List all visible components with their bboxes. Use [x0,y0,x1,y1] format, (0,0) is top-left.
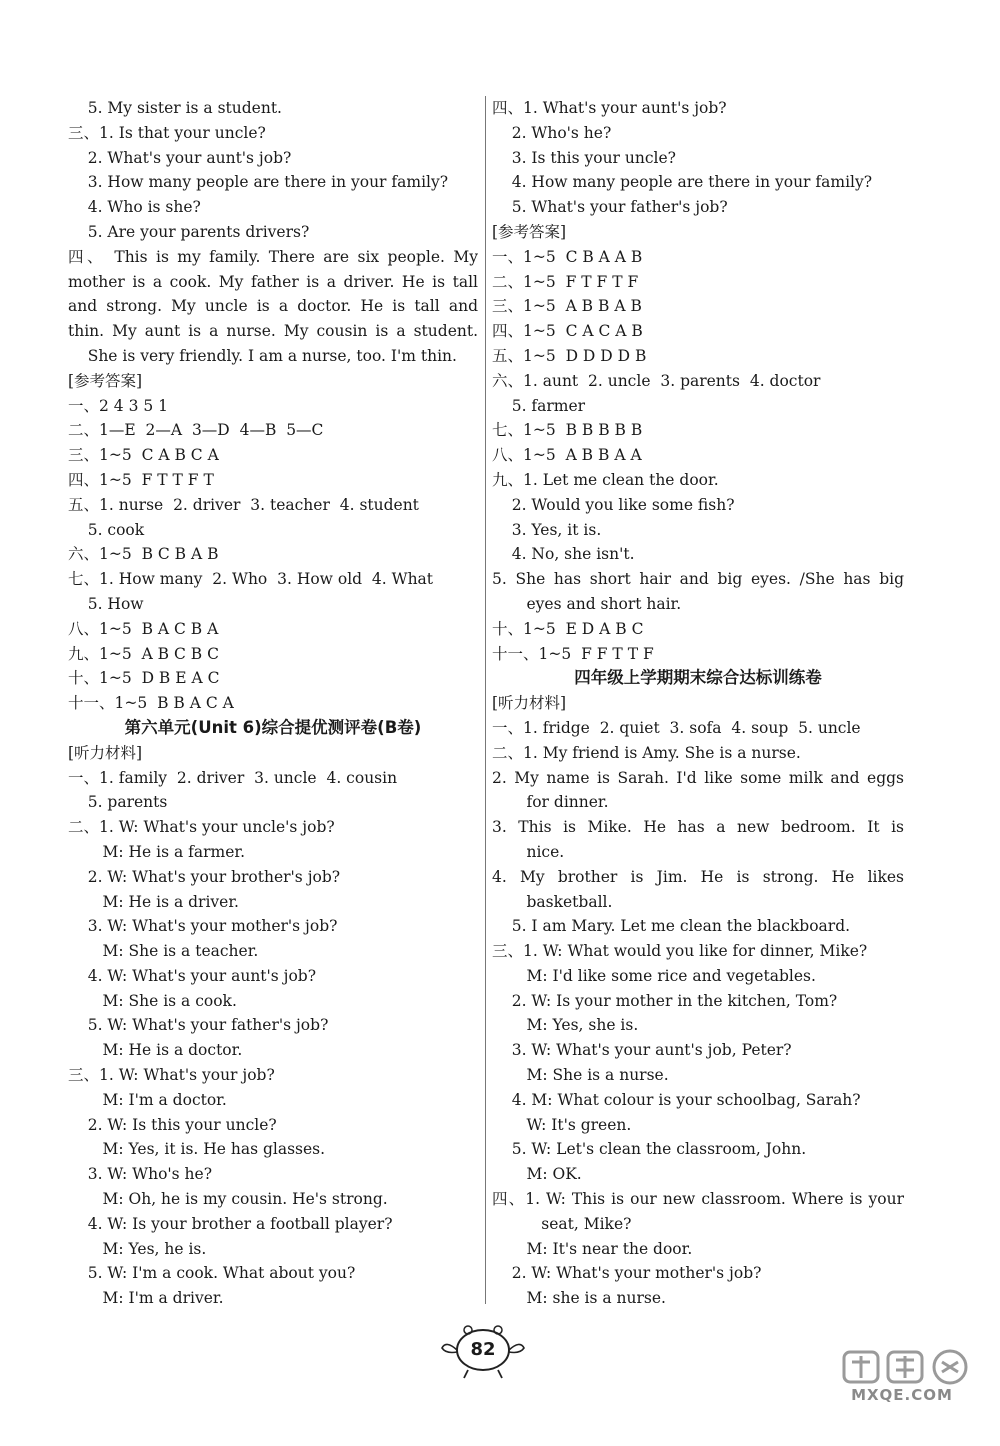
right-text-line: 二、1. My friend is Amy. She is a nurse. [492,743,801,762]
left-text-line: 一、1. family 2. driver 3. uncle 4. cousin [68,768,398,787]
right-text-line: 四、1. What's your aunt's job? [492,99,727,117]
right-text-line: M: It's near the door. [492,1239,693,1258]
left-text-line: 二、1—E 2—A 3—D 4—B 5—C [68,421,324,440]
right-text-line: seat, Mike? [492,1214,632,1233]
right-text-line: 2. W: What's your mother's job? [492,1264,762,1283]
right-text-line: 四、1~5 C A C A B [492,322,643,341]
left-text-line: 十一、1~5 B B A C A [68,694,234,713]
left-text-line: 5. W: What's your father's job? [68,1016,329,1035]
left-column [68,96,478,1311]
right-text-line: 四、1. W: This is our new classroom. Where is your [492,1190,904,1209]
left-text-line: [参考答案] [68,371,143,390]
right-text-line: eyes and short hair. [492,594,682,613]
left-section-title: 第六单元(Unit 6)综合提优测评卷(B卷) [124,717,422,737]
right-text-line: 九、1. Let me clean the door. [492,470,719,489]
left-text-line: 九、1~5 A B C B C [68,644,219,663]
right-text-line: 一、1. fridge 2. quiet 3. sofa 4. soup 5. uncle [492,718,861,737]
left-text-line: [听力材料] [68,743,143,762]
left-text-line: 5. parents [68,793,168,812]
left-text-line: 七、1. How many 2. Who 3. How old 4. What [68,570,434,589]
left-text-line: M: She is a teacher. [68,942,259,961]
left-text-line: thin. My aunt is a nurse. My cousin is a student. [68,322,478,341]
right-text-line: 二、1~5 F T F T F [492,272,639,291]
left-text-line: M: He is a farmer. [68,842,246,861]
right-text-line: 5. What's your father's job? [492,198,728,217]
left-text-line: 三、1. W: What's your job? [68,1066,275,1085]
left-text-line: M: Oh, he is my cousin. He's strong. [68,1190,388,1209]
left-text-line: 5. W: I'm a cook. What about you? [68,1264,356,1283]
left-text-line: 二、1. W: What's your uncle's job? [68,818,335,837]
left-text-line: 5. My sister is a student. [68,99,282,117]
left-text-line: 5. How [68,594,144,613]
left-text-line: 四、1~5 F T T F T [68,470,214,489]
left-text-line: 十、1~5 D B E A C [68,669,220,688]
left-text-line: 5. Are your parents drivers? [68,222,310,241]
right-text-line: 5. farmer [492,396,586,415]
right-text-line: 2. Would you like some fish? [492,495,735,514]
left-text-line: 2. W: What's your brother's job? [68,867,341,886]
left-text-line: 2. What's your aunt's job? [68,148,292,167]
right-text-line: 4. How many people are there in your family? [492,173,873,192]
right-text-line: 4. M: What colour is your schoolbag, Sarah? [492,1090,861,1109]
right-text-line: W: It's green. [492,1115,632,1134]
left-text-line: 五、1. nurse 2. driver 3. teacher 4. student [68,495,419,514]
left-text-line: 六、1~5 B C B A B [68,545,219,564]
right-text-line: 八、1~5 A B B A A [492,446,642,465]
right-text-line: 4. No, she isn't. [492,545,635,564]
right-text-line: for dinner. [492,793,609,812]
right-text-line: 十、1~5 E D A B C [492,619,644,638]
right-text-line: 2. Who's he? [492,123,612,142]
left-text-line: M: He is a driver. [68,892,239,911]
left-text-line: 2. W: Is this your uncle? [68,1115,277,1134]
left-text-line: 四、 This is my family. There are six people. My [68,247,478,266]
right-text-line: 三、1~5 A B B A B [492,297,642,316]
right-text-line: 十一、1~5 F F T T F [492,644,654,663]
right-text-line: nice. [492,842,565,861]
right-text-line: 2. My name is Sarah. I'd like some milk and eggs [492,768,904,787]
right-text-line: 五、1~5 D D D D B [492,346,647,365]
watermark-text: MXQE.COM [851,1386,953,1404]
left-text-line: 5. cook [68,520,145,539]
left-text-line: 4. W: Is your brother a football player? [68,1214,393,1233]
column-divider [485,96,486,1304]
right-text-line: M: OK. [492,1165,582,1184]
right-text-line: 3. Is this your uncle? [492,148,676,167]
left-text-line: 三、1. Is that your uncle? [68,123,266,142]
right-text-line: 5. I am Mary. Let me clean the blackboard. [492,917,851,936]
right-text-line: M: Yes, she is. [492,1016,639,1035]
right-section-title: 四年级上学期期末综合达标训练卷 [574,668,822,688]
left-text-line: M: Yes, it is. He has glasses. [68,1140,326,1159]
right-text-line: 三、1. W: What would you like for dinner, Mike? [492,942,868,961]
page-number: 82 [470,1339,496,1360]
right-text-line: 3. W: What's your aunt's job, Peter? [492,1041,792,1060]
left-text-line: 4. W: What's your aunt's job? [68,966,317,985]
left-text-line: 3. How many people are there in your family? [68,173,449,192]
right-text-line: 4. My brother is Jim. He is strong. He likes [492,867,904,886]
right-text-line: 六、1. aunt 2. uncle 3. parents 4. doctor [492,371,821,390]
right-text-line: M: I'd like some rice and vegetables. [492,966,816,985]
left-text-line: M: I'm a driver. [68,1289,224,1308]
left-text-line: and strong. My uncle is a doctor. He is tall and [68,297,478,316]
right-text-line: 2. W: Is your mother in the kitchen, Tom? [492,991,838,1010]
right-text-line: 七、1~5 B B B B B [492,421,643,440]
left-text-line: 三、1~5 C A B C A [68,446,219,465]
right-text-line: basketball. [492,892,613,911]
right-text-line: 5. She has short hair and big eyes. /She has big [492,570,904,589]
left-text-line: She is very friendly. I am a nurse, too. I'm thin. [68,346,457,365]
right-text-line: 5. W: Let's clean the classroom, John. [492,1140,807,1159]
left-text-line: mother is a cook. My father is a driver. He is tall [68,272,478,291]
left-text-line: M: Yes, he is. [68,1239,207,1258]
left-text-line: 八、1~5 B A C B A [68,619,219,638]
left-text-line: M: I'm a doctor. [68,1090,227,1109]
right-text-line: 3. This is Mike. He has a new bedroom. It is [492,818,904,837]
watermark-logo-icon [842,1348,972,1386]
right-text-line: M: She is a nurse. [492,1066,669,1085]
right-text-line: 3. Yes, it is. [492,520,602,539]
right-text-line: [听力材料] [492,694,567,713]
right-text-line: M: she is a nurse. [492,1289,666,1308]
right-text-line: 一、1~5 C B A A B [492,247,643,266]
right-text-line: [参考答案] [492,222,567,241]
left-text-line: M: She is a cook. [68,991,237,1010]
left-text-line: 3. W: What's your mother's job? [68,917,338,936]
left-text-line: 4. Who is she? [68,198,201,217]
left-text-line: 一、2 4 3 5 1 [68,396,169,415]
left-text-line: 3. W: Who's he? [68,1165,213,1184]
right-column [492,96,904,1311]
left-text-line: M: He is a doctor. [68,1041,243,1060]
